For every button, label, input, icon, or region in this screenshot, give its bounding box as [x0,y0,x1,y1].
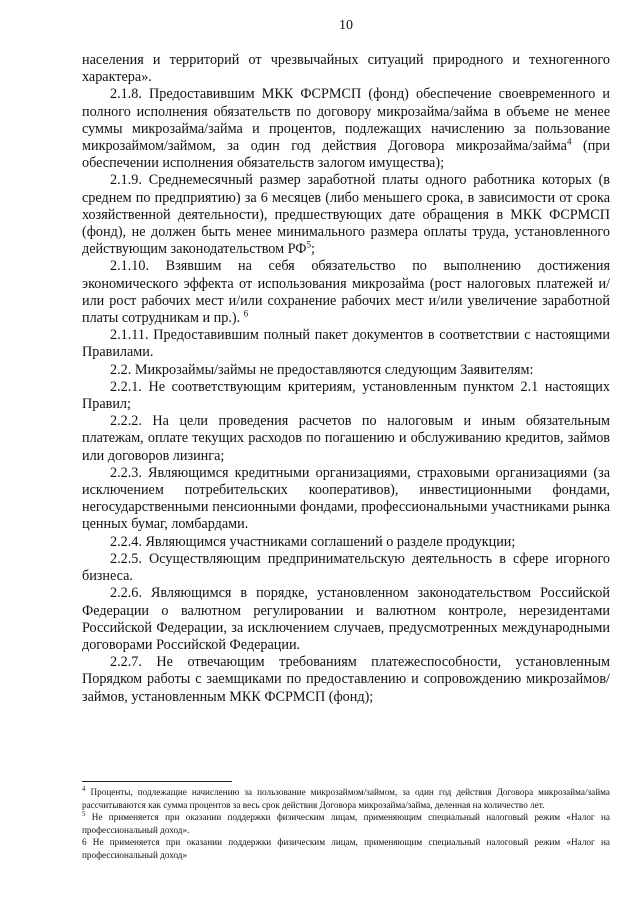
paragraph-text: 2.2.3. Являющимся кредитными организациями, страховыми организациями (за исключением потребительских кооперативов), инвестиционными фондами, негосударственными пенсионными фондами, профессиональными участниками рынка ценных бумаг, ломбардами. [82,464,610,533]
paragraph-text: 2.2.7. Не отвечающим требованиям платежеспособности, установленным Порядком работы с заемщиками по предоставлению и сопровождению микрозаймов/займов, установленным МКК ФСРМСП (фонд); [82,654,610,705]
footnote-text: Не применяется при оказании поддержки физическим лицам, применяющим специальный налоговый режим «Налог на профессиональный доход». [82,812,610,835]
paragraph-2-2 [82,362,610,379]
paragraph-text: населения и территорий от чрезвычайных ситуаций природного и техногенного характера». [82,52,610,86]
paragraph-tail: ; [311,241,315,258]
footnote-ref-6[interactable]: 6 [243,308,249,319]
footnote-mark: 4 [82,784,86,793]
footnote-6 [82,836,610,861]
paragraph-2-1-11 [82,327,610,361]
paragraph-2-1-8 [82,86,610,172]
paragraph-2-2-2 [82,413,610,465]
paragraph-2-1-10 [82,258,610,327]
paragraph-text: 2.2.6. Являющимся в порядке, установленном законодательством Российской Федерации о валютном регулировании и валютном контроле, нерезидентами Российской Федерации, за исключением случаев, предусмотренных международными договорами Российской Федерации. [82,585,610,653]
paragraph-text: 2.1.8. Предоставившим МКК ФСРМСП (фонд) обеспечение своевременного и полного исполнения обязательств по договору микрозайма/займа в объеме не менее суммы микрозайма/займа и процентов, подлежащих начислению за пользование микрозаймом/займом, за один год действия Договора микрозайма/займа [82,86,610,155]
paragraph-2-2-4 [82,534,610,551]
paragraph-text: 2.1.11. Предоставившим полный пакет документов в соответствии с настоящими Правилами. [82,327,610,361]
paragraph-tail: (при обеспечении исполнения обязательств залогом имущества); [82,138,610,172]
paragraph-text: 2.2.4. Являющимся участниками соглашений о разделе продукции; [110,533,516,550]
footnote-ref-4[interactable]: 4 [566,136,572,147]
paragraph-text: 2.2.1. Не соответствующим критериям, установленным пунктом 2.1 настоящих Правил; [82,378,610,413]
footnote-4 [82,786,610,811]
paragraph-text: 2.2.5. Осуществляющим предпринимательскую деятельность в сфере игорного бизнеса. [82,550,610,585]
footnote-5 [82,811,610,836]
paragraph-text: 2.1.9. Среднемесячный размер заработной платы одного работника которых (в среднем по предприятию) за 6 месяцев (либо меньшего срока, в зависимости от срока хозяйственной деятельности), предшествующих дате обращения в МКК ФСРМСП (фонд), не должен быть менее минимального размера оплаты труда, установленного действующим законодательством РФ [82,172,610,258]
page-number: 10 [339,18,353,33]
paragraph-text: 2.2.2. На цели проведения расчетов по налоговым и иным обязательным платежам, оплате текущих расходов по погашению и обслуживанию кредитов, займов или договоров лизинга; [82,413,610,464]
paragraph-text: 2.1.10. Взявшим на себя обязательство по выполнению достижения экономического эффекта от использования микрозайма (рост налоговых платежей и/или рост рабочих мест и/или сохранение рабочих мест и/или увеличение заработной платы сотрудникам и пр.). [82,258,610,327]
paragraph-text: 2.2. Микрозаймы/займы не предоставляются следующим Заявителям: [110,361,534,378]
footnote-text: 6 Не применяется при оказании поддержки физическим лицам, применяющим специальный налоговый режим «Налог на профессиональный доход» [82,837,610,860]
paragraph-2-2-1 [82,379,610,413]
footnote-mark: 5 [82,810,86,819]
footnote-ref-5[interactable]: 5 [306,239,311,250]
footnotes [82,781,610,862]
paragraph-2-2-6 [82,585,610,654]
paragraph-2-2-7 [82,654,610,706]
paragraph-continuation [82,52,610,86]
paragraph-2-2-5 [82,551,610,585]
document-body [82,52,610,706]
footnote-text: Проценты, подлежащие начислению за пользование микрозаймом/займом, за один год действия Договора микрозайма/займа рассчитываются как сумма процентов за весь срок действия Договора микрозайма/займа, деленная на количество лет. [82,787,610,810]
footnote-divider [82,781,232,782]
paragraph-2-2-3 [82,465,610,534]
paragraph-2-1-9 [82,172,610,258]
